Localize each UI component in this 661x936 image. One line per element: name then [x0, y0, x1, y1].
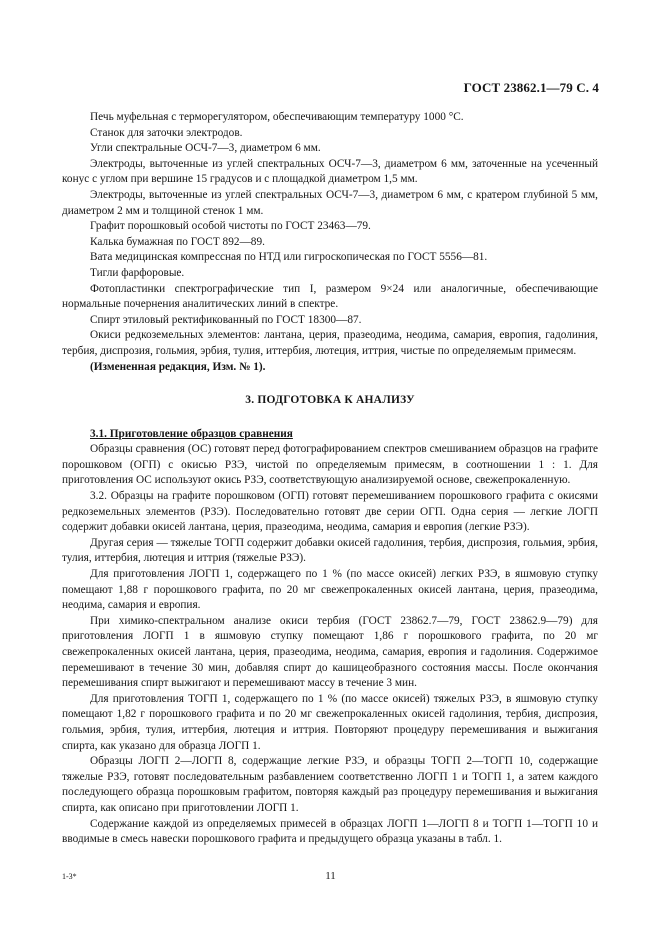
paragraph-terbium-analysis: При химико-спектральном анализе окиси тербия (ГОСТ 23862.7—79, ГОСТ 23862.9—79) для приготовления ЛОГП 1 в яшмовую ступку помещают 1,86 г порошкового графита, по 20 мг свежепрокаленных окисей лантана, церия, празеодима, неодима, самария, европия и гадолиния. Содержимое перемешивают в течение 30 мин, добавляя спирт до кашицеобразного состояния массы. После окончания перемешивания спирт выжигают и перемешивают массу в течение 3 мин.	[62, 614, 598, 690]
paragraph-muffle-furnace: Печь муфельная с терморегулятором, обеспечивающим температуру 1000 °С.	[90, 111, 464, 123]
paragraph-ethanol: Спирт этиловый ректификованный по ГОСТ 18300—87.	[90, 313, 362, 326]
paragraph-dilution: Образцы ЛОГП 2—ЛОГП 8, содержащие легкие РЗЭ, и образцы ТОГП 2—ТОГП 10, содержащие тяжелые РЗЭ, готовят последовательным разбавлением соответственно ЛОГП 1 и ТОГП 1, а затем каждого последующего образца порошковым графитом, повторяя каждый раз процедуру перемешивания и выжигания спирта, как описано при приготовлении ЛОГП 1.	[62, 755, 598, 814]
paragraph-reference-samples: Образцы сравнения (ОС) готовят перед фотографированием спектров смешиванием образцов на графите порошковом (ОГП) с окисью РЗЭ, чистой по определяемым примесям, в соотношении 1 : 1. Для приготовления ОС используют окись РЗЭ, соответствующую анализируемой основе, свежепрокаленную.	[62, 443, 598, 487]
paragraph-table-ref: Содержание каждой из определяемых примесей в образцах ЛОГП 1—ЛОГП 8 и ТОГП 1—ТОГП 10 и вводимые в смесь навески порошкового графита и предыдущего образца указаны в табл. 1.	[62, 817, 598, 846]
section-title: 3. ПОДГОТОВКА К АНАЛИЗУ	[245, 394, 415, 407]
paragraph-rare-earth-oxides: Окиси редкоземельных элементов: лантана, церия, празеодима, неодима, самария, европия, гадолиния, тербия, диспрозия, гольмия, эрбия, тулия, иттербия, лютеция, иттрия, чистые по определяемым примесям.	[62, 329, 598, 357]
subsection-title-text: 3.1. Приготовление образцов сравнения	[90, 427, 293, 440]
document-body	[62, 110, 598, 848]
footer-sheet-mark: 1-3*	[62, 872, 77, 881]
paragraph-tracing-paper: Калька бумажная по ГОСТ 892—89.	[90, 235, 265, 248]
paragraph-cotton: Вата медицинская компрессная по НТД или гигроскопическая по ГОСТ 5556—81.	[90, 251, 488, 264]
paragraph-3-2: 3.2. Образцы на графите порошковом (ОГП) готовят перемешиванием порошкового графита с окисями редкоземельных элементов (РЗЭ). Последовательно готовят две серии ОГП. Одна серия — легкие ЛОГП содержит добавки окисей лантана, церия, празеодима, неодима, самария и европия (легкие РЗЭ).	[62, 490, 598, 534]
paragraph-logp1: Для приготовления ЛОГП 1, содержащего по 1 % (по массе окисей) легких РЗЭ, в яшмовую ступку помещают 1,88 г порошкового графита, по 20 мг свежепрокаленных окисей лантана, церия, празеодима, неодима, самария и европия.	[62, 568, 598, 612]
paragraph-photoplates: Фотопластинки спектрографические тип I, размером 9×24 или аналогичные, обеспечивающие нормальные почернения аналитических линий в спектре.	[62, 282, 598, 311]
paragraph-crucibles: Тигли фарфоровые.	[90, 266, 185, 279]
paragraph-electrodes-cone: Электроды, выточенные из углей спектральных ОСЧ-7—3, диаметром 6 мм, заточенные на усеченный конус с углом при вершине 15 градусов и с площадкой диаметром 1,5 мм.	[62, 157, 598, 186]
paragraph-graphite: Графит порошковый особой чистоты по ГОСТ 23463—79.	[90, 220, 371, 233]
paragraph-heavy-series: Другая серия — тяжелые ТОГП содержит добавки окисей гадолиния, тербия, диспрозия, гольмия, эрбия, тулия, иттербия, лютеция и иттрия (тяжелые РЗЭ).	[62, 536, 598, 565]
paragraph-electrodes-crater: Электроды, выточенные из углей спектральных ОСЧ-7—3, диаметром 6 мм, с кратером глубиной 5 мм, диаметром 2 мм и толщиной стенок 1 мм.	[62, 188, 598, 217]
paragraph-sharpening-machine: Станок для заточки электродов.	[90, 126, 243, 139]
paragraph-togp1: Для приготовления ТОГП 1, содержащего по 1 % (по массе окисей) тяжелых РЗЭ, в яшмовую ступку помещают 1,82 г порошкового графита и по 20 мг свежепрокаленных окисей гадолиния, тербия, диспрозия, гольмия, эрбия, тулия, иттербия, лютеция и иттрия. Повторяют процедуру перемешивания и выжигания спирта, как указано для образца ЛОГП 1.	[62, 692, 598, 752]
document-header: ГОСТ 23862.1—79 С. 4	[463, 80, 599, 95]
revision-note: (Измененная редакция, Изм. № 1).	[90, 360, 266, 373]
paragraph-spectral-coals: Угли спектральные ОСЧ-7—3, диаметром 6 мм.	[90, 142, 321, 155]
subsection-title	[62, 427, 598, 443]
page-number: 11	[325, 870, 336, 882]
